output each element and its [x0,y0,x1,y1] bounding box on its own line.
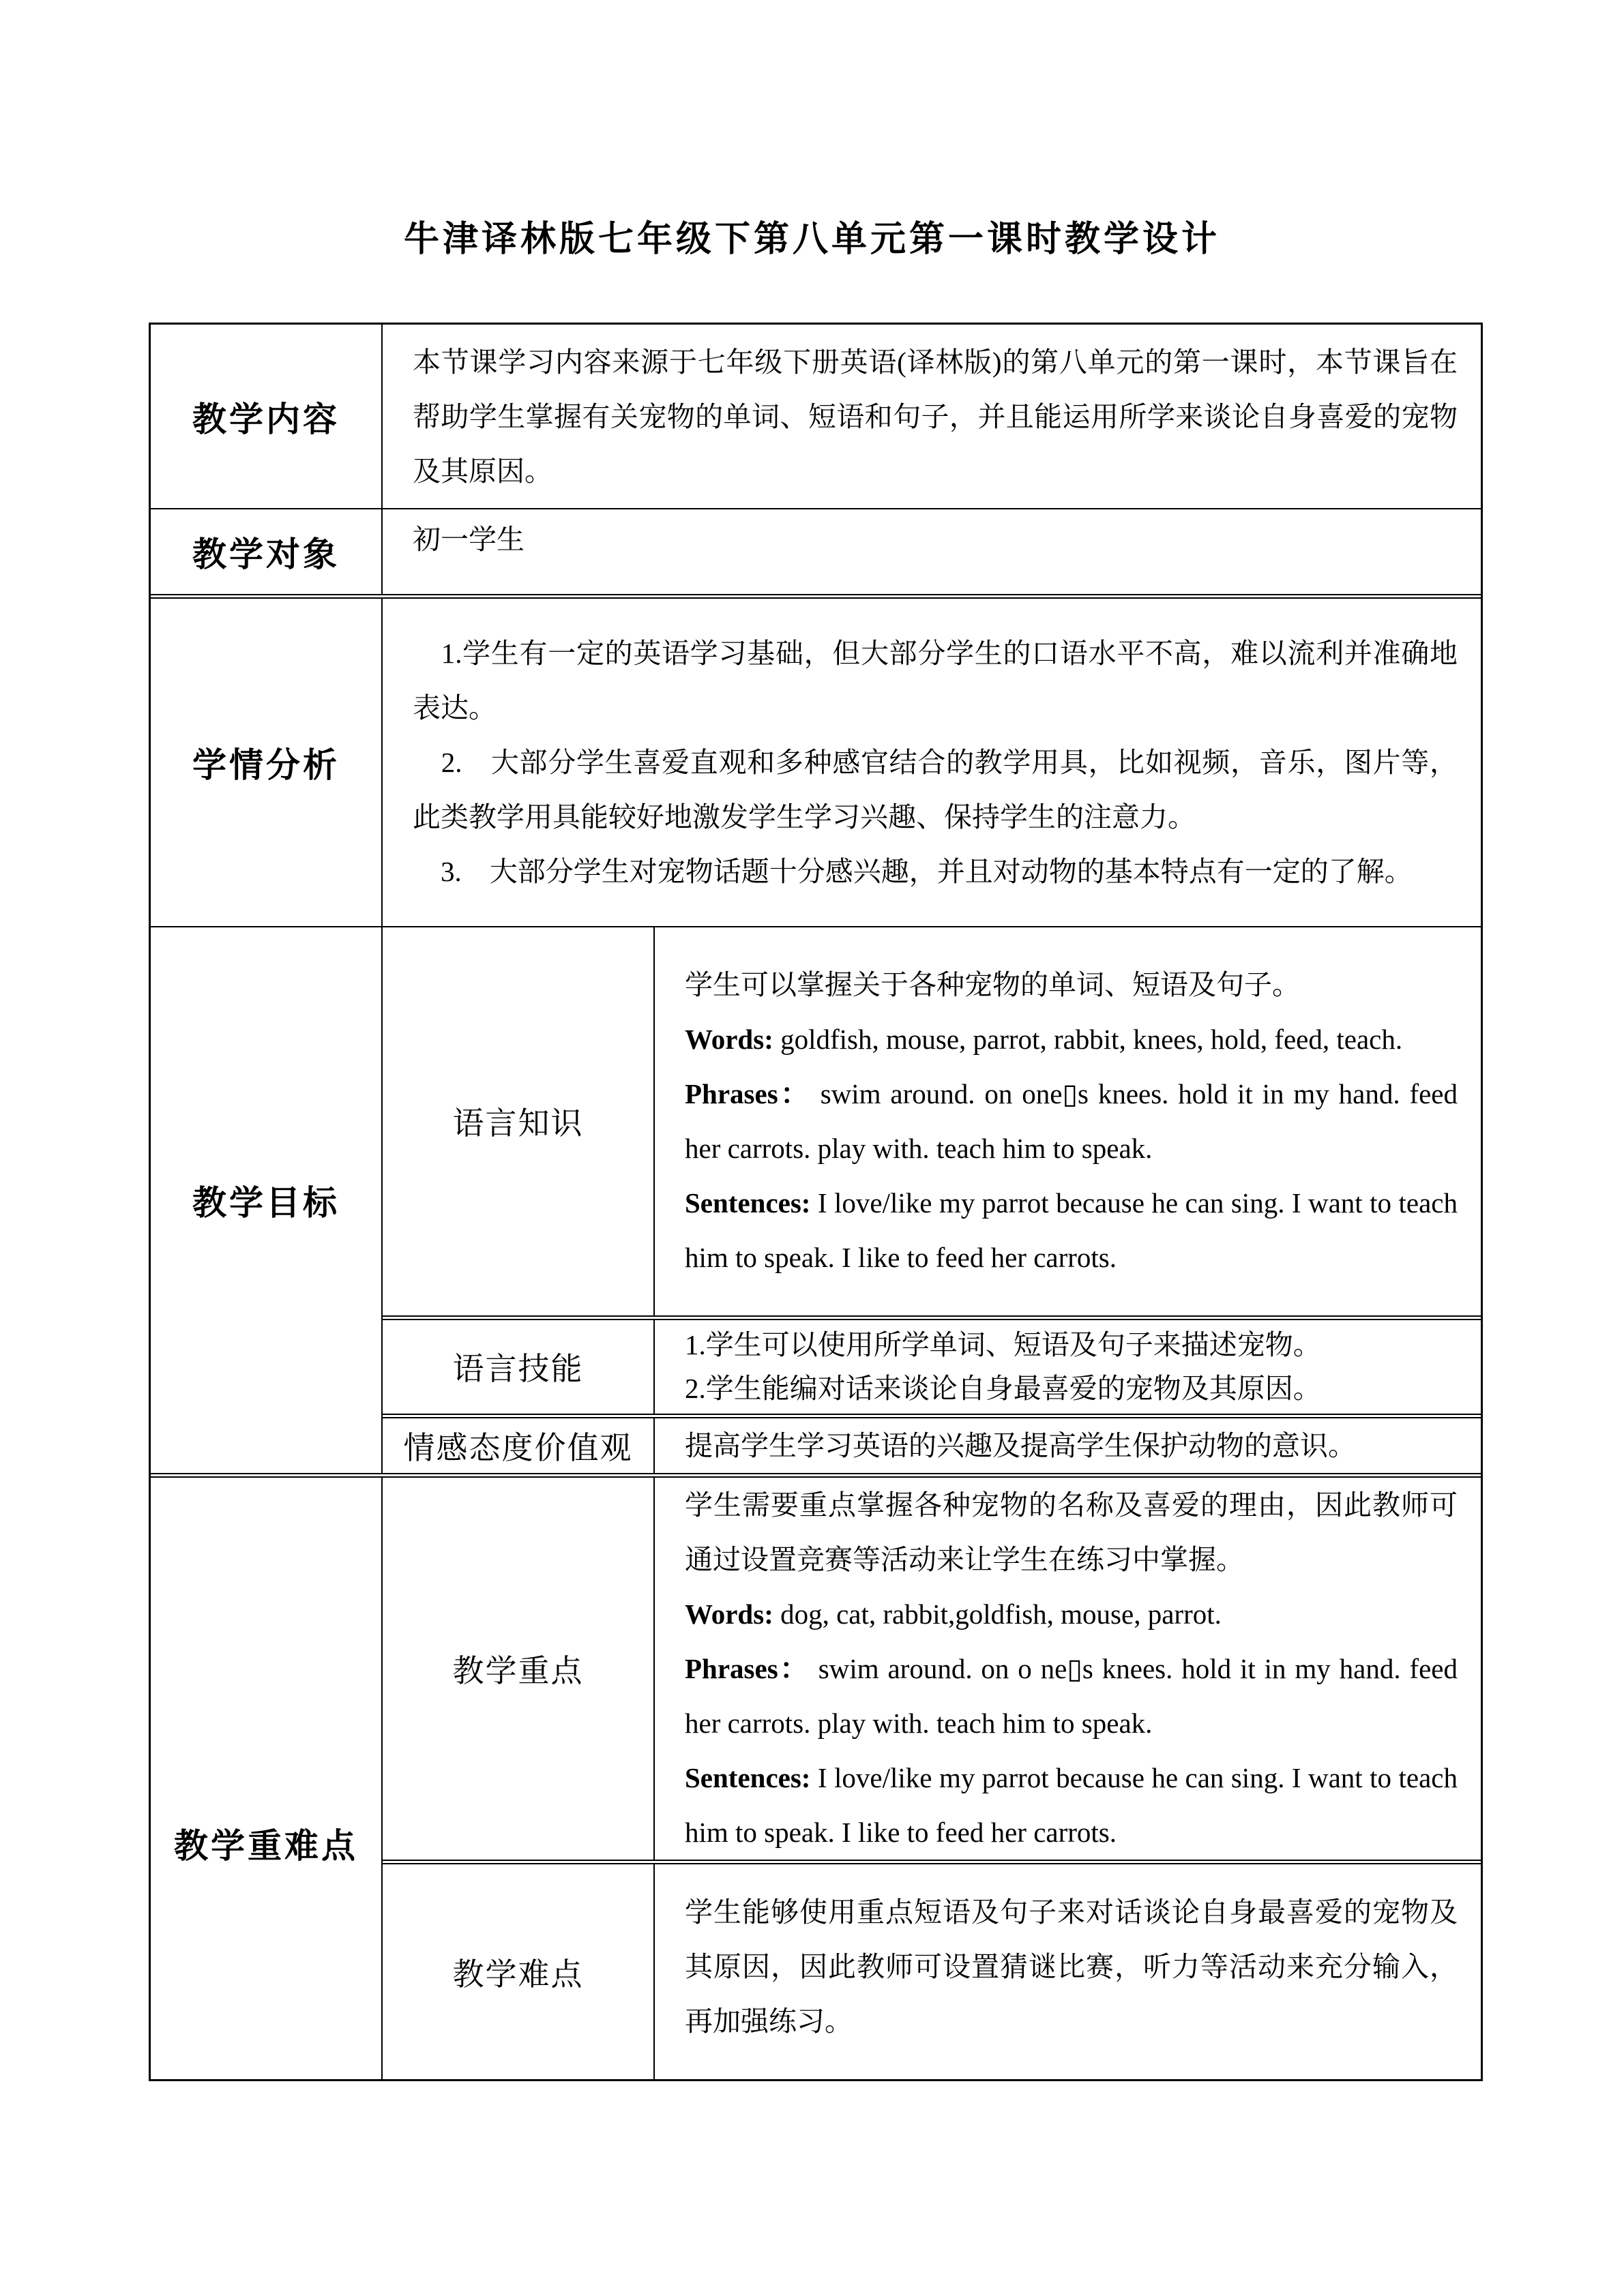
subrow-emotion-values [383,1414,1481,1473]
key-points-phrases-text: swim around. on o ne▯s knees. hold it in my hand. feed her carrots. play with. teach him to speak. [685,1653,1458,1739]
emotion-values-text: 提高学生学习英语的兴趣及提高学生保护动物的意识。 [685,1430,1356,1462]
row-key-difficult-points [151,1473,1481,2079]
learner-analysis-item-1: 1.学生有一定的英语学习基础，但大部分学生的口语水平不高，难以流利并准确地表达。 [413,638,1458,724]
key-points-sentences-label: Sentences: [685,1762,811,1793]
key-points-words-label: Words: [685,1598,773,1630]
sublabel-difficult-points [383,1864,655,2079]
key-points-sentences [685,1750,1458,1860]
label-teaching-goals-text: 教学目标 [192,1184,340,1222]
difficult-points-text: 学生能够使用重点短语及句子来对话谈论自身最喜爱的宠物及其原因，因此教师可设置猜谜比赛，听力等活动来充分输入，再加强练习。 [685,1896,1458,2037]
skills-item-2: 2.学生能编对话来谈论自身最喜爱的宠物及其原因。 [685,1373,1321,1405]
row-teaching-goals [151,926,1481,1473]
knowledge-phrases-text: swim around. on one▯s knees. hold it in my hand. feed her carrots. play with. teach him to speak. [685,1078,1458,1165]
teaching-audience-text: 初一学生 [413,524,525,555]
knowledge-sentences-text: I love/like my parrot because he can sing. I want to teach him to speak. I like to feed her carrots. [685,1187,1458,1274]
cell-emotion-values [655,1418,1481,1473]
row-learner-analysis [151,594,1481,926]
row-teaching-content [151,325,1481,508]
knowledge-phrases-label: Phrases： [685,1078,811,1110]
teaching-goals-subrows [383,927,1481,1473]
key-points-phrases [685,1641,1458,1750]
cell-language-knowledge [655,927,1481,1315]
cell-difficult-points [655,1864,1481,2079]
knowledge-intro: 学生可以掌握关于各种宠物的单词、短语及句子。 [685,969,1300,1001]
page-title: 牛津译林版七年级下第八单元第一课时教学设计 [403,220,1220,259]
key-points-words [685,1587,1458,1641]
cell-teaching-audience [383,509,1481,594]
label-teaching-audience-text: 教学对象 [192,535,340,573]
sublabel-emotion-values-text: 情感态度价值观 [403,1431,633,1466]
cell-key-points [655,1478,1481,1860]
key-points-words-text: dog, cat, rabbit,goldfish, mouse, parrot. [773,1598,1222,1630]
key-points-phrases-label: Phrases： [685,1653,810,1684]
sublabel-key-points-text: 教学重点 [452,1654,584,1688]
label-learner-analysis-text: 学情分析 [192,746,340,784]
cell-teaching-content [383,325,1481,508]
sublabel-emotion-values [383,1418,655,1473]
cell-language-skills [655,1320,1481,1414]
label-teaching-audience [151,509,383,594]
learner-analysis-item-3: 3. 大部分学生对宠物话题十分感兴趣，并且对动物的基本特点有一定的了解。 [413,856,1413,887]
label-teaching-content [151,325,383,508]
row-teaching-audience [151,508,1481,594]
sublabel-key-points [383,1478,655,1860]
sublabel-language-skills [383,1320,655,1414]
knowledge-words [685,1012,1458,1067]
key-points-sentences-text: I love/like my parrot because he can sing. I want to teach him to speak. I like to feed her carrots. [685,1762,1458,1848]
label-learner-analysis [151,599,383,926]
teaching-content-text: 本节课学习内容来源于七年级下册英语(译林版)的第八单元的第一课时，本节课旨在帮助学生掌握有关宠物的单词、短语和句子，并且能运用所学来谈论自身喜爱的宠物及其原因。 [413,346,1458,487]
label-teaching-content-text: 教学内容 [192,400,340,438]
subrow-language-skills [383,1315,1481,1414]
label-teaching-goals [151,927,383,1473]
key-points-intro: 学生需要重点掌握各种宠物的名称及喜爱的理由，因此教师可通过设置竞赛等活动来让学生在练习中掌握。 [685,1489,1458,1575]
knowledge-phrases [685,1067,1458,1176]
sublabel-language-skills-text: 语言技能 [452,1352,584,1387]
knowledge-words-text: goldfish, mouse, parrot, rabbit, knees, hold, feed, teach. [773,1024,1403,1056]
sublabel-language-knowledge-text: 语言知识 [452,1106,584,1142]
cell-learner-analysis [383,599,1481,926]
key-difficult-subrows [383,1478,1481,2079]
skills-item-1: 1.学生可以使用所学单词、短语及句子来描述宠物。 [685,1329,1321,1361]
label-key-difficult-points-text: 教学重难点 [174,1827,358,1865]
lesson-plan-table [149,323,1483,2081]
label-key-difficult-points [151,1478,383,2079]
subrow-difficult-points [383,1860,1481,2079]
learner-analysis-item-2: 2. 大部分学生喜爱直观和多种感官结合的教学用具，比如视频，音乐，图片等，此类教学用具能较好地激发学生学习兴趣、保持学生的注意力。 [413,747,1458,833]
knowledge-sentences-label: Sentences: [685,1187,811,1219]
knowledge-words-label: Words: [685,1024,773,1056]
subrow-language-knowledge [383,927,1481,1315]
sublabel-difficult-points-text: 教学难点 [452,1956,584,1992]
sublabel-language-knowledge [383,927,655,1315]
knowledge-sentences [685,1176,1458,1285]
subrow-key-points [383,1478,1481,1860]
